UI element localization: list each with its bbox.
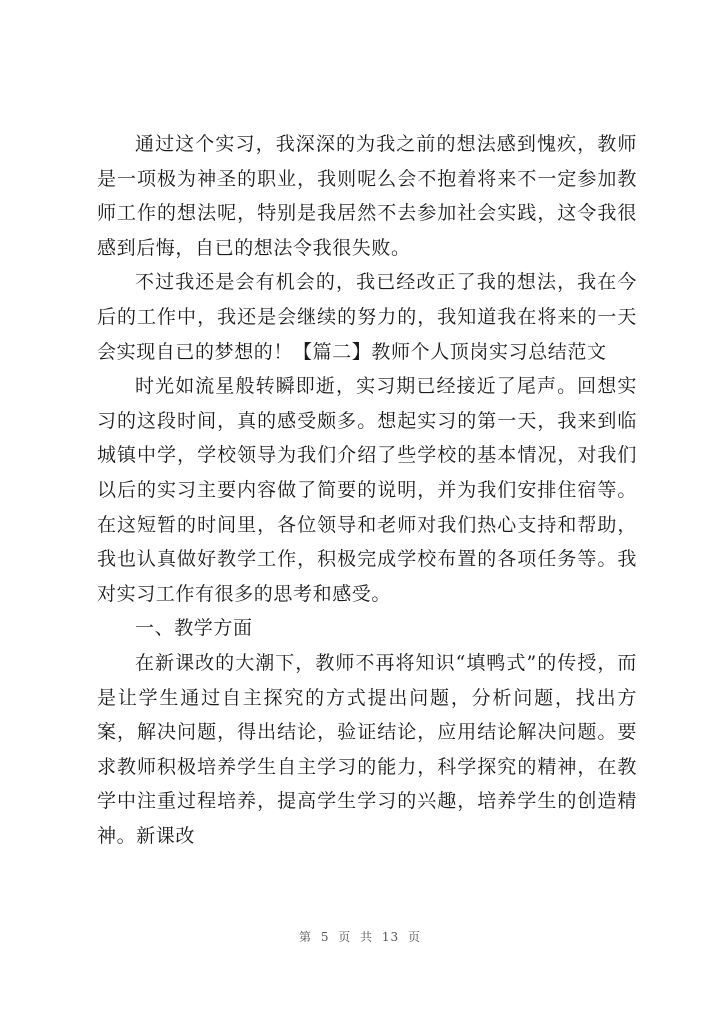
paragraph: 在新课改的大潮下，教师不再将知识“填鸭式”的传授，而是让学生通过自主探究的方式提出问题，分析问题，找出方案，解决问题，得出结论，验证结论，应用结论解决问题。要求教师积极培养学生自主学习的能力，科学探究的精神，在教学中注重过程培养，提高学生学习的兴趣，培养学生的创造精神。新课改 (97, 651, 637, 847)
paragraph: 时光如流星般转瞬即逝，实习期已经接近了尾声。回想实习的这段时间，真的感受颇多。想起实习的第一天，我来到临城镇中学，学校领导为我们介绍了些学校的基本情况，对我们以后的实习主要内容做了简要的说明，并为我们安排住宿等。在这短暂的时间里，各位领导和老师对我们热心支持和帮助，我也认真做好教学工作，积极完成学校布置的各项任务等。我对实习工作有很多的思考和感受。 (97, 375, 637, 605)
paragraph: 不过我还是会有机会的，我已经改正了我的想法，我在今后的工作中，我还是会继续的努力的，我知道我在将来的一天会实现自已的梦想的！【篇二】教师个人顶岗实习总结范文 (97, 271, 637, 363)
section-heading: 一、教学方面 (135, 617, 253, 640)
paragraph: 通过这个实习，我深深的为我之前的想法感到愧疚，教师是一项极为神圣的职业，我则呢么会不抱着将来不一定参加教师工作的想法呢，特别是我居然不去参加社会实践，这令我很感到后悔，自已的想法令我很失败。 (97, 133, 637, 259)
page-number-footer: 第 5 页 共 13 页 (299, 930, 421, 944)
document-body (97, 127, 637, 853)
